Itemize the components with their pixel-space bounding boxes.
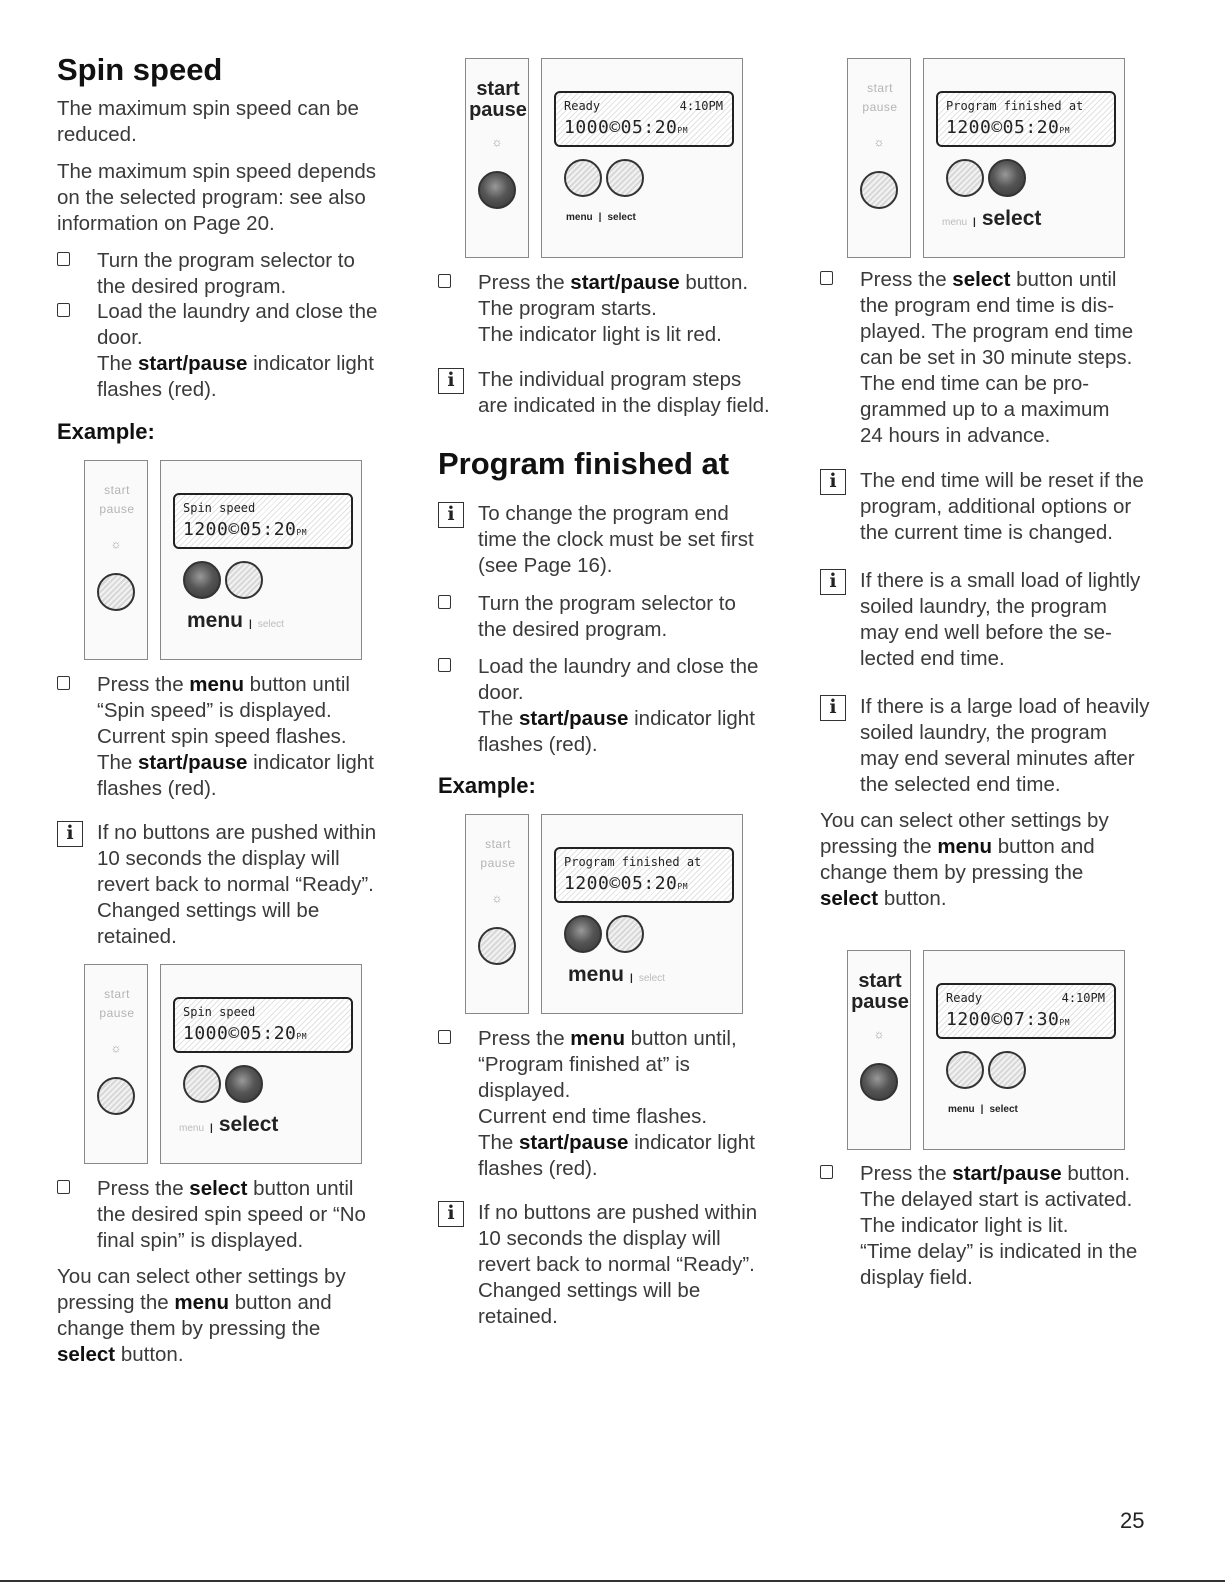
display-panel-program-finished-menu bbox=[465, 814, 743, 1014]
start-pause-label: start pause bbox=[480, 837, 516, 870]
display-section bbox=[160, 964, 362, 1164]
lcd-display bbox=[936, 983, 1116, 1039]
menu-button[interactable] bbox=[946, 159, 984, 197]
lcd-row-1: Spin speed bbox=[183, 501, 256, 515]
lcd-display bbox=[936, 91, 1116, 147]
info-icon: i bbox=[438, 502, 464, 528]
select-label: select bbox=[638, 973, 665, 984]
label-separator: | bbox=[598, 212, 602, 223]
example-heading: Example: bbox=[57, 419, 155, 444]
menu-label: menu bbox=[187, 609, 244, 632]
page-bottom-rule bbox=[0, 1580, 1225, 1582]
display-panel-ready-delay bbox=[847, 950, 1125, 1150]
display-panel-spin-speed-1200 bbox=[84, 460, 362, 660]
info-icon: i bbox=[820, 469, 846, 495]
display-panel-program-finished-select bbox=[847, 58, 1125, 258]
start-pause-section bbox=[84, 460, 148, 660]
lcd-row-2: 1200©05:20PM bbox=[564, 873, 689, 894]
display-panel-spin-speed-1000 bbox=[84, 964, 362, 1164]
start-pause-section bbox=[465, 814, 529, 1014]
lcd-display bbox=[173, 997, 353, 1053]
indicator-light-icon: ☼ bbox=[873, 135, 885, 149]
menu-button[interactable] bbox=[946, 1051, 984, 1089]
label-separator: | bbox=[973, 217, 976, 228]
label-separator: | bbox=[249, 619, 252, 630]
lcd-row-1: Ready 4:10PM bbox=[946, 991, 1105, 1005]
info-icon: i bbox=[57, 821, 83, 847]
start-pause-button[interactable] bbox=[478, 927, 516, 965]
select-label: select bbox=[257, 619, 284, 630]
display-section bbox=[541, 58, 743, 258]
menu-button[interactable] bbox=[183, 561, 221, 599]
menu-label: menu bbox=[179, 1123, 205, 1134]
button-labels bbox=[187, 609, 284, 633]
checkbox-bullet-icon bbox=[438, 1030, 451, 1044]
indicator-light-icon: ☼ bbox=[873, 1027, 885, 1041]
info-icon: i bbox=[438, 1201, 464, 1227]
info-icon: i bbox=[820, 695, 846, 721]
menu-label: menu bbox=[942, 217, 968, 228]
info-icon: i bbox=[820, 569, 846, 595]
select-label: select bbox=[981, 207, 1042, 230]
select-button[interactable] bbox=[225, 561, 263, 599]
start-pause-button[interactable] bbox=[97, 1077, 135, 1115]
start-pause-label: start pause bbox=[99, 987, 135, 1020]
start-pause-section bbox=[84, 964, 148, 1164]
lcd-display bbox=[173, 493, 353, 549]
select-button[interactable] bbox=[225, 1065, 263, 1103]
select-button[interactable] bbox=[606, 915, 644, 953]
menu-label: menu bbox=[566, 212, 593, 223]
section-title-spin-speed: Spin speed bbox=[57, 52, 223, 87]
display-section bbox=[923, 58, 1125, 258]
button-labels bbox=[942, 207, 1041, 231]
select-label: select bbox=[607, 212, 636, 223]
start-pause-button[interactable] bbox=[860, 1063, 898, 1101]
checkbox-bullet-icon bbox=[438, 658, 451, 672]
lcd-row-2: 1000©05:20PM bbox=[564, 117, 689, 138]
intro-paragraph: The maximum spin speed can be reduced. bbox=[57, 97, 359, 146]
checkbox-bullet-icon bbox=[820, 1165, 833, 1179]
section-title-program-finished-at: Program finished at bbox=[438, 446, 730, 481]
lcd-row-2: 1200©05:20PM bbox=[946, 117, 1071, 138]
indicator-light-icon: ☼ bbox=[110, 1041, 122, 1055]
info-icon: i bbox=[438, 368, 464, 394]
label-separator: | bbox=[210, 1123, 213, 1134]
checkbox-bullet-icon bbox=[57, 676, 70, 690]
checkbox-bullet-icon bbox=[57, 1180, 70, 1194]
start-pause-label: start pause bbox=[99, 483, 135, 516]
lcd-display bbox=[554, 847, 734, 903]
display-panel-ready bbox=[465, 58, 743, 258]
example-heading: Example: bbox=[438, 773, 536, 798]
select-button[interactable] bbox=[988, 1051, 1026, 1089]
indicator-light-icon: ☼ bbox=[491, 135, 503, 149]
select-button[interactable] bbox=[606, 159, 644, 197]
indicator-light-icon: ☼ bbox=[491, 891, 503, 905]
lcd-row-1: Spin speed bbox=[183, 1005, 256, 1019]
indicator-light-icon: ☼ bbox=[110, 537, 122, 551]
start-pause-section bbox=[847, 950, 911, 1150]
select-label: select bbox=[218, 1113, 279, 1136]
start-pause-label: start pause bbox=[851, 970, 909, 1013]
lcd-row-2: 1200©05:20PM bbox=[183, 519, 308, 540]
menu-button[interactable] bbox=[564, 159, 602, 197]
outro-paragraph: You can select other settings by pressing the menu button and change them by pressing the select button. bbox=[820, 809, 1109, 910]
outro-paragraph: You can select other settings by pressing the menu button and change them by pressing the select button. bbox=[57, 1265, 346, 1366]
button-labels bbox=[179, 1113, 278, 1137]
checkbox-bullet-icon bbox=[57, 303, 70, 317]
start-pause-section bbox=[465, 58, 529, 258]
select-button[interactable] bbox=[988, 159, 1026, 197]
checkbox-bullet-icon bbox=[57, 252, 70, 266]
button-labels bbox=[568, 963, 665, 987]
start-pause-section bbox=[847, 58, 911, 258]
intro-paragraph-2: The maximum spin speed depends on the selected program: see also information on Page 20. bbox=[57, 160, 377, 235]
lcd-row-1: Program finished at bbox=[564, 855, 702, 869]
lcd-row-2: 1000©05:20PM bbox=[183, 1023, 308, 1044]
menu-button[interactable] bbox=[183, 1065, 221, 1103]
label-separator: | bbox=[630, 973, 633, 984]
display-section bbox=[160, 460, 362, 660]
checkbox-bullet-icon bbox=[438, 595, 451, 609]
button-labels bbox=[566, 207, 636, 225]
start-pause-button[interactable] bbox=[860, 171, 898, 209]
start-pause-button[interactable] bbox=[478, 171, 516, 209]
label-separator: | bbox=[980, 1104, 984, 1115]
menu-label: menu bbox=[568, 963, 625, 986]
start-pause-button[interactable] bbox=[97, 573, 135, 611]
lcd-row-1: Ready 4:10PM bbox=[564, 99, 723, 113]
lcd-row-1: Program finished at bbox=[946, 99, 1084, 113]
button-labels bbox=[948, 1099, 1018, 1117]
checkbox-bullet-icon bbox=[820, 271, 833, 285]
page-number: 25 bbox=[1120, 1508, 1145, 1533]
menu-button[interactable] bbox=[564, 915, 602, 953]
menu-label: menu bbox=[948, 1104, 975, 1115]
start-pause-label: start pause bbox=[469, 78, 527, 121]
lcd-display bbox=[554, 91, 734, 147]
display-section bbox=[541, 814, 743, 1014]
display-section bbox=[923, 950, 1125, 1150]
lcd-row-2: 1200©07:30PM bbox=[946, 1009, 1071, 1030]
start-pause-label: start pause bbox=[862, 81, 898, 114]
checkbox-bullet-icon bbox=[438, 274, 451, 288]
select-label: select bbox=[989, 1104, 1018, 1115]
